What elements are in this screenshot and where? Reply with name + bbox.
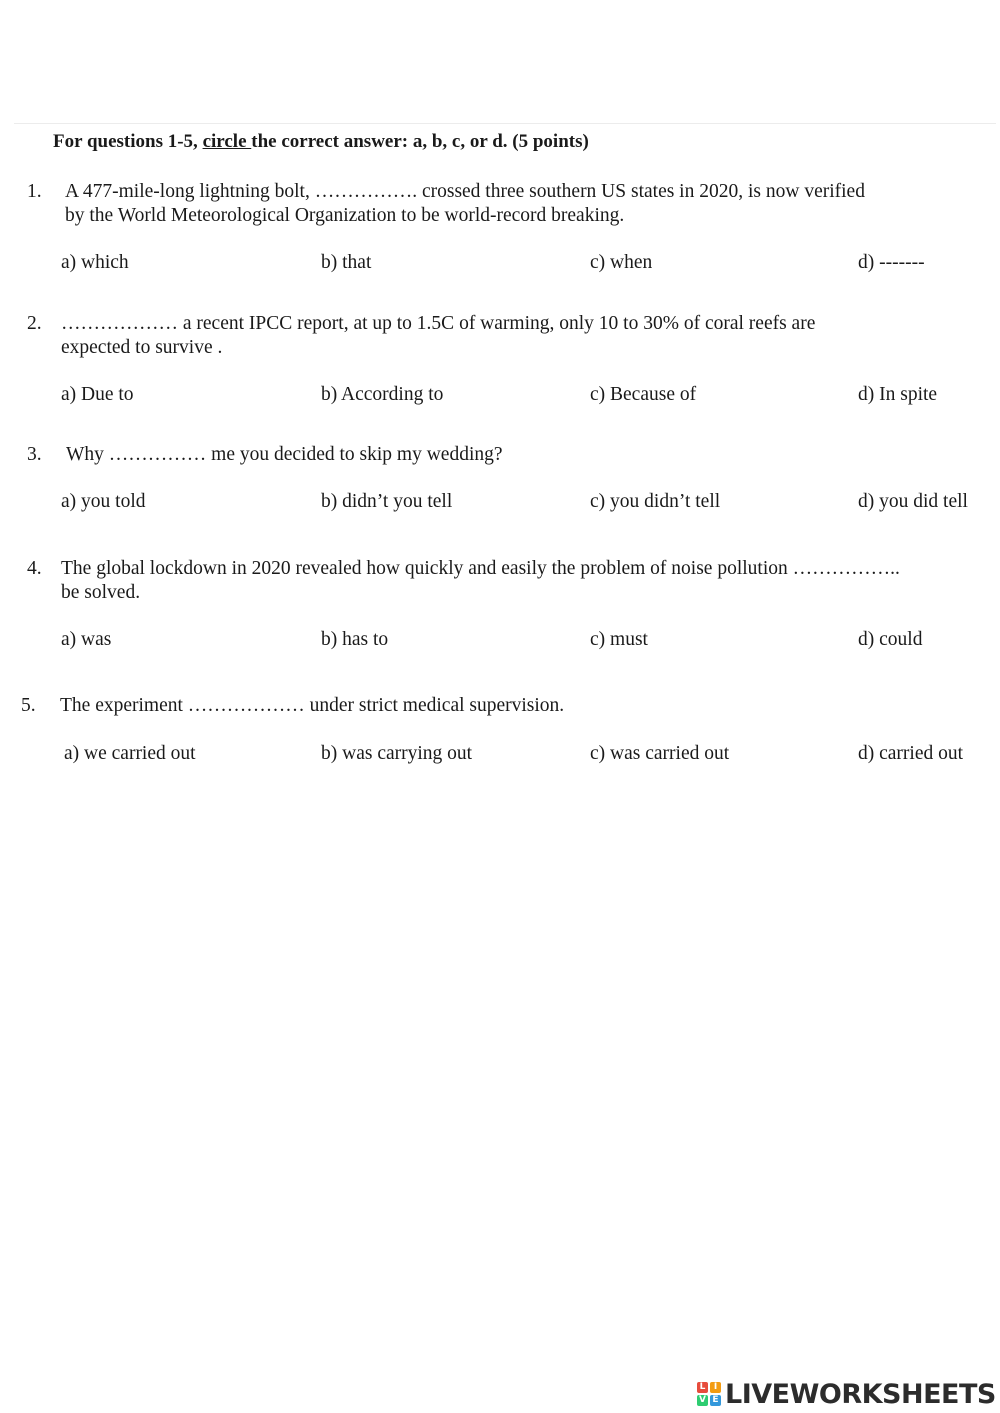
question-number: 4. [27,558,42,579]
question-number: 3. [27,444,42,465]
liveworksheets-logo [697,1377,996,1411]
option-c[interactable]: c) Because of [590,384,697,405]
option-b[interactable]: b) didn’t you tell [321,491,453,512]
divider [14,123,996,124]
option-b[interactable]: b) According to [321,384,444,405]
question-text-continued: be solved. [61,582,141,603]
option-d[interactable]: d) In spite [858,384,938,405]
question-text: Why …………… me you decided to skip my wedding? [66,444,503,465]
question-text: The experiment ……………… under strict medical supervision. [60,695,565,716]
question-text: ……………… a recent IPCC report, at up to 1.5C of warming, only 10 to 30% of coral reefs are [61,313,816,334]
question-number: 2. [27,313,42,334]
option-c[interactable]: c) you didn’t tell [590,491,721,512]
logo-tile: I [710,1382,721,1393]
option-a[interactable]: a) you told [61,491,146,512]
option-a[interactable]: a) we carried out [64,743,196,764]
question-number: 1. [27,181,42,202]
option-c[interactable]: c) must [590,629,648,650]
option-d[interactable]: d) ------- [858,252,925,273]
logo-tile: E [710,1395,721,1406]
option-b[interactable]: b) was carrying out [321,743,473,764]
instructions-text-start: For questions 1-5, [53,131,203,152]
option-c[interactable]: c) when [590,252,653,273]
question-text-continued: by the World Meteorological Organization to be world-record breaking. [65,205,625,226]
logo-tile: V [697,1395,708,1406]
logo-tile: L [697,1382,708,1393]
logo-mark-icon [697,1382,721,1406]
instructions-underlined: circle [202,131,252,152]
option-b[interactable]: b) that [321,252,372,273]
option-a[interactable]: a) was [61,629,112,650]
instructions-text-end: the correct answer: a, b, c, or d. (5 points) [251,131,589,152]
question-text-continued: expected to survive . [61,337,223,358]
instructions [53,131,589,153]
option-a[interactable]: a) which [61,252,129,273]
option-d[interactable]: d) could [858,629,923,650]
question-text: A 477-mile-long lightning bolt, ……………. crossed three southern US states in 2020, is now verified [65,181,865,202]
option-d[interactable]: d) carried out [858,743,964,764]
question-text: The global lockdown in 2020 revealed how quickly and easily the problem of noise pollution …………….. [61,558,900,579]
question-number: 5. [21,695,36,716]
option-a[interactable]: a) Due to [61,384,134,405]
option-b[interactable]: b) has to [321,629,389,650]
option-d[interactable]: d) you did tell [858,491,968,512]
logo-text: LIVEWORKSHEETS [725,1378,996,1410]
option-c[interactable]: c) was carried out [590,743,730,764]
